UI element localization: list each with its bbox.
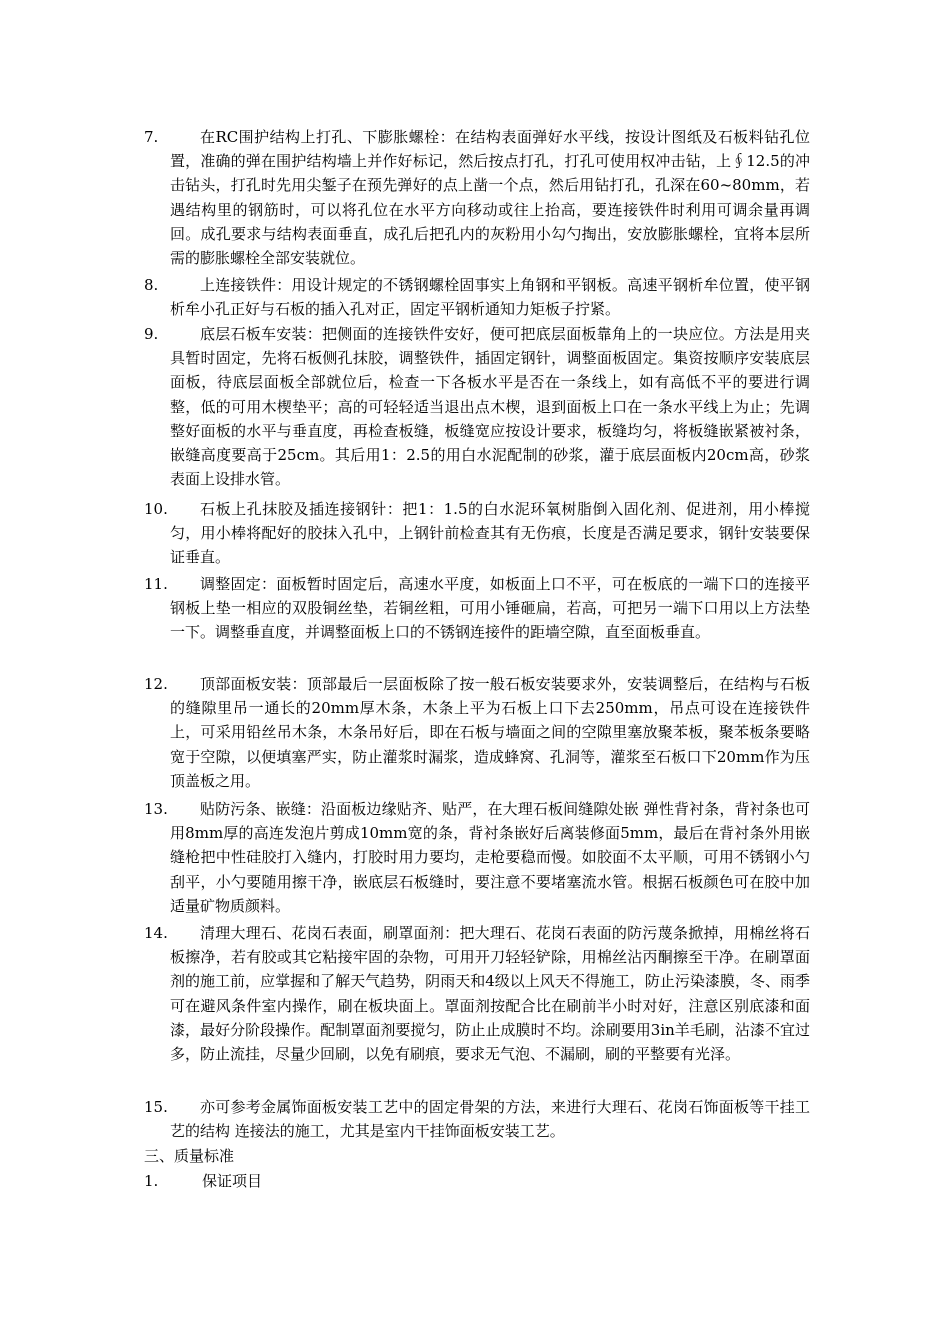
section-heading: 三、质量标准 bbox=[144, 1147, 235, 1165]
list-item-14 bbox=[144, 921, 810, 1066]
list-item-8 bbox=[144, 273, 810, 321]
sub-item-number: 1. bbox=[144, 1172, 159, 1190]
item-number: 13. bbox=[144, 800, 168, 818]
item-number: 10. bbox=[144, 500, 168, 518]
item-text: 在RC围护结构上打孔、下膨胀螺栓：在结构表面弹好水平线，按设计图纸及石板料钻孔位置，准确的弹在围护结构墙上并作好标记，然后按点打孔，打孔可使用权冲击钻，上∮12.5的冲击钻头，打孔时先用尖錾子在预先弹好的点上凿一个点，然后用钻打孔，孔深在60~80mm，若遇结构里的钢筋时，可以将孔位在水平方向移动或往上抬高，要连接铁件时利用可调余量再调回。成孔要求与结构表面垂直，成孔后把孔内的灰粉用小勾勺掏出，安放膨胀螺栓，宜将本层所需的膨胀螺栓全部安装就位。 bbox=[170, 128, 810, 268]
item-number: 15. bbox=[144, 1098, 168, 1116]
list-item-7 bbox=[144, 125, 810, 270]
item-number: 11. bbox=[144, 575, 168, 593]
item-text: 石板上孔抹胶及插连接钢针：把1：1.5的白水泥环氧树脂倒入固化剂、促进剂，用小棒搅匀，用小棒将配好的胶抹入孔中，上钢针前检查其有无伤痕，长度是否满足要求，钢针安装要保证垂直。 bbox=[170, 500, 810, 567]
item-number: 9. bbox=[144, 325, 159, 343]
item-text: 底层石板车安装：把侧面的连接铁件安好，便可把底层面板靠角上的一块应位。方法是用夹具暂时固定，先将石板侧孔抹胶，调整铁件，插固定钢针，调整面板固定。集资按顺序安装底层面板，待底层面板全部就位后，检查一下各板水平是否在一条线上，如有高低不平的要进行调整，低的可用木楔垫平；高的可轻轻适当退出点木楔，退到面板上口在一条水平线上为止；先调整好面板的水平与垂直度，再检查板缝，板缝宽应按设计要求，板缝均匀，将板缝嵌紧被衬条，嵌缝高度要高于25cm。其后用1：2.5的用白水泥配制的砂浆，灌于底层面板内20cm高，砂浆表面上设排水管。 bbox=[170, 325, 810, 489]
list-item-15 bbox=[144, 1095, 810, 1143]
item-number: 7. bbox=[144, 128, 159, 146]
list-item-12 bbox=[144, 672, 810, 793]
list-item-11 bbox=[144, 572, 810, 645]
list-item-13 bbox=[144, 797, 810, 918]
item-text: 清理大理石、花岗石表面，刷罩面剂：把大理石、花岗石表面的防污蔑条掀掉，用棉丝将石板擦净，若有胶或其它粘接牢固的杂物，可用开刀轻轻铲除，用棉丝沾丙酮擦至干净。在刷罩面剂的施工前，应掌握和了解天气趋势，阴雨天和4级以上风天不得施工，防止污染漆膜，冬、雨季可在避风条件室内操作，刷在板块面上。罩面剂按配合比在刷前半小时对好，注意区别底漆和面漆，最好分阶段操作。配制罩面剂要搅匀，防止止成膜时不均。涂刷要用3in羊毛刷，沾漆不宜过多，防止流挂，尽量少回刷，以免有刷痕，要求无气泡、不漏刷，刷的平整要有光泽。 bbox=[170, 924, 810, 1064]
item-number: 14. bbox=[144, 924, 168, 942]
item-text: 上连接铁件：用设计规定的不锈钢螺栓固事实上角钢和平钢板。高速平钢析牟位置，使平钢析牟小孔正好与石板的插入孔对正，固定平钢析通知力矩板子拧紧。 bbox=[170, 276, 810, 319]
item-text: 调整固定：面板暂时固定后，高速水平度，如板面上口不平，可在板底的一端下口的连接平钢板上垫一相应的双股铜丝垫，若铜丝粗，可用小锤砸扁，若高，可把另一端下口用以上方法垫一下。调整垂直度，并调整面板上口的不锈钢连接件的距墙空隙，直至面板垂直。 bbox=[170, 575, 810, 642]
item-number: 8. bbox=[144, 276, 159, 294]
list-item-9 bbox=[144, 322, 810, 491]
item-text: 顶部面板安装：顶部最后一层面板除了按一般石板安装要求外，安装调整后，在结构与石板的缝隙里吊一通长的20mm厚木条，木条上平为石板上口下去250mm，吊点可设在连接铁件上，可采用铅丝吊木条，木条吊好后，即在石板与墙面之间的空隙里塞放聚苯板，聚苯板条要略宽于空隙，以便填塞严实，防止灌浆时漏浆，造成蜂窝、孔洞等，灌浆至石板口下20mm作为压顶盖板之用。 bbox=[170, 675, 810, 790]
item-number: 12. bbox=[144, 675, 168, 693]
list-item-10 bbox=[144, 497, 810, 570]
item-text: 亦可参考金属饰面板安装工艺中的固定骨架的方法，来进行大理石、花岗石饰面板等干挂工艺的结构 连接法的施工，尤其是室内干挂饰面板安装工艺。 bbox=[170, 1098, 810, 1141]
sub-item-text: 保证项目 bbox=[202, 1172, 263, 1190]
item-text: 贴防污条、嵌缝：沿面板边缘贴齐、贴严，在大理石板间缝隙处嵌 弹性背衬条，背衬条也可用8mm厚的高连发泡片剪成10mm宽的条，背衬条嵌好后离装修面5mm，最后在背衬条外用嵌缝枪把中性硅胶打入缝内，打胶时用力要均，走枪要稳而慢。如胶面不太平顺，可用不锈钢小勺刮平，小勺要随用擦干净，嵌底层石板缝时，要注意不要堵塞流水管。根据石板颜色可在胶中加适量矿物质颜料。 bbox=[170, 800, 810, 915]
